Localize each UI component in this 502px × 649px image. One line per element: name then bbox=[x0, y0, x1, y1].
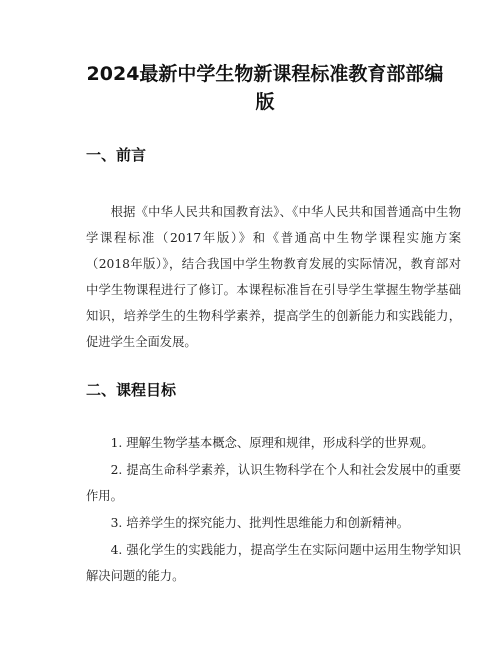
preface-paragraph: 根据《中华人民共和国教育法》、《中华人民共和国普通高中生物学课程标准（2017年版）》和《普通高中生物学课程实施方案（2018年版）》，结合我国中学生物教育发展的实际情况，教育部对中学生物课程进行了修订。本课程标准旨在引导学生掌握生物学基础知识，培养学生的生物科学素养，提高学生的创新能力和实践能力，促进学生全面发展。 bbox=[86, 205, 461, 349]
section-heading-goals: 二、课程目标 bbox=[86, 381, 177, 399]
goal-item-1: 1. 理解生物学基本概念、原理和规律，形成科学的世界观。 bbox=[110, 436, 434, 450]
goal-list bbox=[86, 430, 461, 590]
section-heading-preface: 一、前言 bbox=[86, 146, 147, 164]
document-title: 2024最新中学生物新课程标准教育部部编版 bbox=[86, 63, 444, 113]
goal-item-2: 2. 提高生命科学素养，认识生物科学在个人和社会发展中的重要作用。 bbox=[86, 463, 461, 503]
goal-item-3: 3. 培养学生的探究能力、批判性思维能力和创新精神。 bbox=[110, 516, 410, 530]
goal-item-4: 4. 强化学生的实践能力，提高学生在实际问题中运用生物学知识解决问题的能力。 bbox=[86, 543, 461, 583]
